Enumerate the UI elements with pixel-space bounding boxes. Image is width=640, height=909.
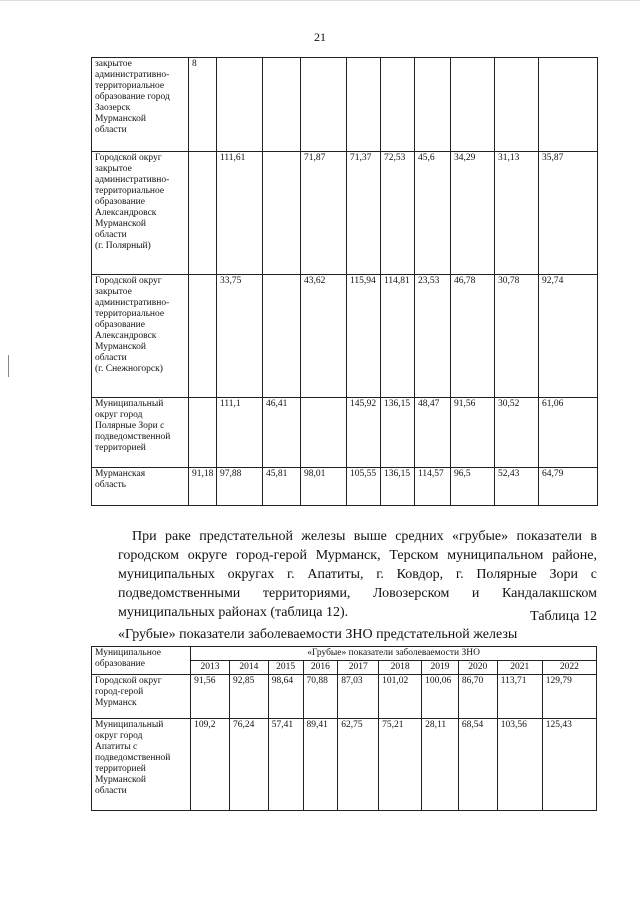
value-cell xyxy=(301,58,347,152)
value-cell: 91,56 xyxy=(451,398,495,468)
row-entity-name: Муниципальный округ город Апатиты с подведомственной территорией Мурманской области xyxy=(92,719,191,811)
table-row xyxy=(92,275,598,398)
row-entity-name: Городской округ закрытое административно- территориальное образование Александровск Мурманской области (г. Снежногорск) xyxy=(92,275,189,398)
value-cell: 111,1 xyxy=(217,398,263,468)
year-header: 2021 xyxy=(497,661,542,675)
value-cell: 103,56 xyxy=(497,719,542,811)
value-cell xyxy=(263,152,301,275)
year-header: 2018 xyxy=(379,661,422,675)
value-cell: 136,15 xyxy=(381,398,415,468)
value-cell: 45,81 xyxy=(263,468,301,506)
header-entity: Муниципальное образование xyxy=(92,647,191,675)
value-cell: 114,81 xyxy=(381,275,415,398)
scan-top-edge xyxy=(0,0,640,1)
value-cell: 8 xyxy=(189,58,217,152)
value-cell: 48,47 xyxy=(415,398,451,468)
value-cell xyxy=(217,58,263,152)
paragraph-line: При раке предстательной железы выше средних «грубые» показатели в xyxy=(132,529,597,544)
value-cell: 92,85 xyxy=(229,675,268,719)
paragraph-line: городском округе город-герой Мурманск, Терском муниципальном районе, xyxy=(118,548,597,563)
value-cell xyxy=(415,58,451,152)
value-cell: 86,70 xyxy=(458,675,497,719)
value-cell: 101,02 xyxy=(379,675,422,719)
table-row xyxy=(92,58,598,152)
row-entity-name: Мурманская область xyxy=(92,468,189,506)
paragraph-line: муниципальных округах г. Апатиты, г. Ковдор, г. Полярные Зори с xyxy=(118,567,597,582)
value-cell: 115,94 xyxy=(347,275,381,398)
year-header: 2022 xyxy=(542,661,596,675)
value-cell: 111,61 xyxy=(217,152,263,275)
value-cell: 33,75 xyxy=(217,275,263,398)
value-cell: 46,41 xyxy=(263,398,301,468)
value-cell: 57,41 xyxy=(268,719,303,811)
value-cell: 61,06 xyxy=(539,398,598,468)
year-header: 2019 xyxy=(422,661,459,675)
value-cell: 64,79 xyxy=(539,468,598,506)
row-entity-name: закрытое административно- территориальное образование город Заозерск Мурманской области xyxy=(92,58,189,152)
value-cell: 129,79 xyxy=(542,675,596,719)
value-cell: 76,24 xyxy=(229,719,268,811)
table-12-header-row xyxy=(92,647,597,661)
value-cell: 46,78 xyxy=(451,275,495,398)
value-cell: 31,13 xyxy=(495,152,539,275)
value-cell: 71,87 xyxy=(301,152,347,275)
table-row xyxy=(92,152,598,275)
value-cell xyxy=(263,58,301,152)
scan-edge-mark xyxy=(8,355,9,377)
value-cell: 68,54 xyxy=(458,719,497,811)
value-cell: 100,06 xyxy=(422,675,459,719)
paragraph-prostate-summary xyxy=(118,527,597,622)
value-cell: 113,71 xyxy=(497,675,542,719)
value-cell: 97,88 xyxy=(217,468,263,506)
table-12-caption: «Грубые» показатели заболеваемости ЗНО предстательной железы xyxy=(118,627,518,642)
value-cell: 72,53 xyxy=(381,152,415,275)
year-header: 2015 xyxy=(268,661,303,675)
value-cell: 98,64 xyxy=(268,675,303,719)
value-cell: 52,43 xyxy=(495,468,539,506)
row-entity-name: Городской округ город-герой Мурманск xyxy=(92,675,191,719)
value-cell xyxy=(495,58,539,152)
value-cell xyxy=(189,275,217,398)
value-cell: 105,55 xyxy=(347,468,381,506)
value-cell: 91,18 xyxy=(189,468,217,506)
year-header: 2016 xyxy=(303,661,338,675)
table-row xyxy=(92,675,597,719)
value-cell: 98,01 xyxy=(301,468,347,506)
value-cell: 35,87 xyxy=(539,152,598,275)
value-cell: 92,74 xyxy=(539,275,598,398)
value-cell xyxy=(347,58,381,152)
value-cell: 87,03 xyxy=(338,675,379,719)
value-cell: 91,56 xyxy=(191,675,230,719)
table-row xyxy=(92,468,598,506)
value-cell xyxy=(451,58,495,152)
value-cell: 145,92 xyxy=(347,398,381,468)
incidence-table-continued xyxy=(91,57,598,506)
value-cell: 70,88 xyxy=(303,675,338,719)
value-cell: 125,43 xyxy=(542,719,596,811)
row-entity-name: Городской округ закрытое административно- территориальное образование Александровск Мурманской области (г. Полярный) xyxy=(92,152,189,275)
table-row xyxy=(92,398,598,468)
year-header: 2014 xyxy=(229,661,268,675)
value-cell: 62,75 xyxy=(338,719,379,811)
row-entity-name: Муниципальный округ город Полярные Зори с подведомственной территорией xyxy=(92,398,189,468)
value-cell xyxy=(263,275,301,398)
value-cell: 43,62 xyxy=(301,275,347,398)
year-header: 2017 xyxy=(338,661,379,675)
table-12 xyxy=(91,646,597,811)
table-row xyxy=(92,719,597,811)
year-header: 2013 xyxy=(191,661,230,675)
value-cell: 96,5 xyxy=(451,468,495,506)
value-cell: 30,52 xyxy=(495,398,539,468)
value-cell xyxy=(381,58,415,152)
value-cell xyxy=(301,398,347,468)
paragraph-line: муниципальных районах (таблица 12). xyxy=(118,605,349,620)
year-header: 2020 xyxy=(458,661,497,675)
paragraph-line: подведомственными территориями, Ловозерском и Кандалакшском xyxy=(118,586,597,601)
value-cell xyxy=(189,398,217,468)
value-cell: 30,78 xyxy=(495,275,539,398)
value-cell: 71,37 xyxy=(347,152,381,275)
value-cell: 34,29 xyxy=(451,152,495,275)
page-number: 21 xyxy=(314,30,326,44)
value-cell: 23,53 xyxy=(415,275,451,398)
value-cell xyxy=(189,152,217,275)
table-12-label: Таблица 12 xyxy=(530,609,597,624)
value-cell: 75,21 xyxy=(379,719,422,811)
value-cell: 114,57 xyxy=(415,468,451,506)
value-cell: 109,2 xyxy=(191,719,230,811)
value-cell xyxy=(539,58,598,152)
value-cell: 45,6 xyxy=(415,152,451,275)
value-cell: 89,41 xyxy=(303,719,338,811)
header-group: «Грубые» показатели заболеваемости ЗНО xyxy=(191,647,597,661)
value-cell: 28,11 xyxy=(422,719,459,811)
value-cell: 136,15 xyxy=(381,468,415,506)
